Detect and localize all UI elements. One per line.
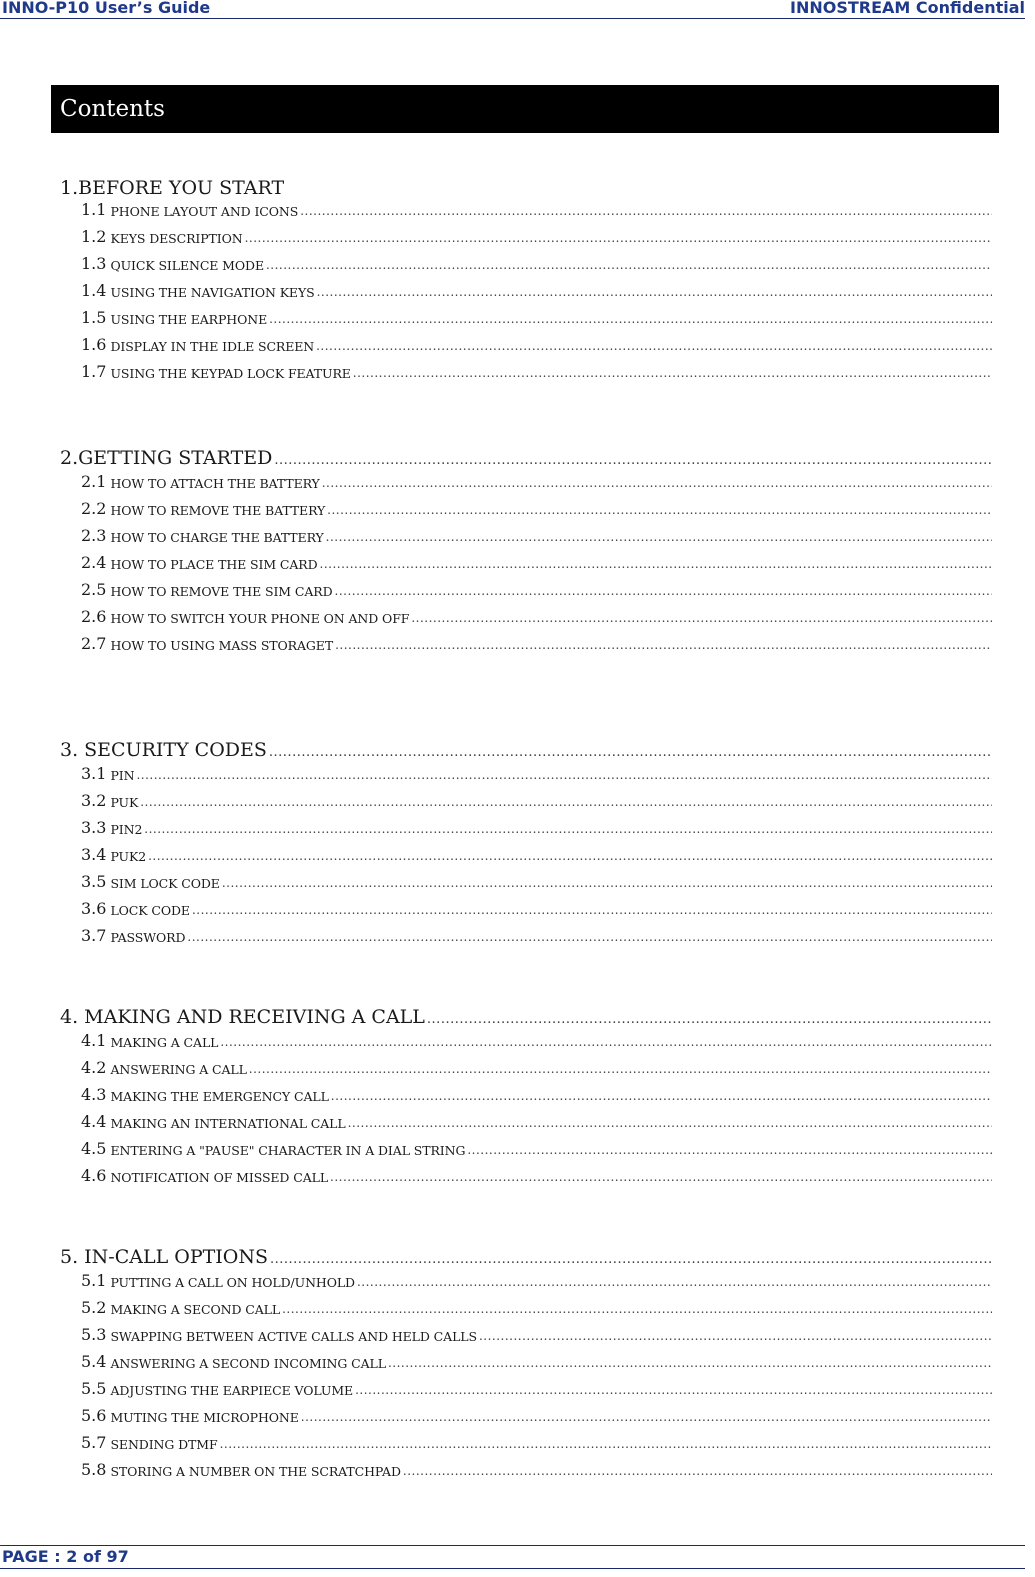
page-header: [0, 0, 1025, 19]
toc-section[interactable]: [60, 443, 992, 469]
toc-section[interactable]: [60, 1242, 992, 1268]
toc-section-title: 2.GETTING STARTED: [60, 447, 273, 469]
toc-entry-number: 5.2: [81, 1298, 107, 1317]
dot-leader: [220, 1437, 992, 1452]
toc-section[interactable]: [60, 1002, 992, 1028]
toc-entry-number: 2.6: [81, 607, 107, 626]
dot-leader: [331, 1089, 992, 1104]
dot-leader: [245, 231, 992, 246]
header-confidential: INNOSTREAM Confidential: [790, 0, 1025, 17]
toc-entry-number: 5.8: [81, 1460, 107, 1479]
dot-leader: [144, 822, 992, 837]
dot-leader: [320, 557, 992, 572]
toc-entry[interactable]: [81, 251, 992, 273]
toc-entry-label: PUK2: [110, 849, 147, 864]
toc-entry-label: PIN2: [110, 822, 143, 837]
toc-entry-number: 2.7: [81, 634, 107, 653]
toc-entry-label: USING THE KEYPAD LOCK FEATURE: [110, 366, 351, 381]
toc-entry[interactable]: [81, 1403, 992, 1425]
page-footer: [0, 1545, 1025, 1569]
contents-title: Contents: [60, 96, 165, 122]
toc-entry-number: 1.3: [81, 254, 107, 273]
contents-banner: [51, 85, 999, 133]
toc-entry[interactable]: [81, 496, 992, 518]
toc-entry-number: 5.5: [81, 1379, 107, 1398]
toc-entry-number: 1.2: [81, 227, 107, 246]
toc-entry[interactable]: [81, 278, 992, 300]
toc-entry-number: 1.4: [81, 281, 107, 300]
toc-entry-number: 3.6: [81, 899, 107, 918]
toc-entry-label: HOW TO REMOVE THE BATTERY: [110, 503, 326, 518]
dot-leader: [353, 366, 992, 381]
toc-entry[interactable]: [81, 224, 992, 246]
dot-leader: [282, 1302, 992, 1317]
toc-entry-number: 1.6: [81, 335, 107, 354]
toc-entry-number: 5.7: [81, 1433, 107, 1452]
toc-entry-number: 1.1: [81, 200, 107, 219]
toc-entry-number: 4.1: [81, 1031, 107, 1050]
dot-leader: [327, 503, 992, 518]
toc-entry-number: 3.1: [81, 764, 107, 783]
toc-entry[interactable]: [81, 197, 992, 219]
toc-section[interactable]: [60, 173, 992, 199]
toc-entry[interactable]: [81, 815, 992, 837]
toc-entry-number: 2.3: [81, 526, 107, 545]
toc-entry-label: STORING A NUMBER ON THE SCRATCHPAD: [110, 1464, 401, 1479]
toc-entry-number: 5.3: [81, 1325, 107, 1344]
toc-entry[interactable]: [81, 1082, 992, 1104]
dot-leader: [220, 1035, 992, 1050]
toc-entry-number: 4.6: [81, 1166, 107, 1185]
dot-leader: [335, 638, 992, 653]
toc-entry[interactable]: [81, 359, 992, 381]
dot-leader: [317, 285, 992, 300]
toc-entry[interactable]: [81, 1376, 992, 1398]
toc-entry-label: HOW TO REMOVE THE SIM CARD: [110, 584, 333, 599]
toc-entry-label: USING THE NAVIGATION KEYS: [110, 285, 315, 300]
toc-entry-number: 4.3: [81, 1085, 107, 1104]
toc-entry-number: 3.2: [81, 791, 107, 810]
toc-entry[interactable]: [81, 604, 992, 626]
dot-leader: [388, 1356, 992, 1371]
toc-entry[interactable]: [81, 869, 992, 891]
toc-entry-number: 2.5: [81, 580, 107, 599]
dot-leader: [266, 258, 992, 273]
toc-entry[interactable]: [81, 469, 992, 491]
toc-entry-number: 4.4: [81, 1112, 107, 1131]
dot-leader: [192, 903, 992, 918]
toc-section-title: 1.BEFORE YOU START: [60, 177, 285, 199]
toc-entry[interactable]: [81, 761, 992, 783]
toc-entry-number: 4.5: [81, 1139, 107, 1158]
toc-entry[interactable]: [81, 842, 992, 864]
toc-entry-label: MAKING A CALL: [110, 1035, 219, 1050]
dot-leader: [148, 849, 992, 864]
toc-entry[interactable]: [81, 923, 992, 945]
toc-entry-number: 2.4: [81, 553, 107, 572]
toc-entry[interactable]: [81, 896, 992, 918]
toc-entry[interactable]: [81, 1295, 992, 1317]
dot-leader: [355, 1383, 992, 1398]
header-doc-title: INNO-P10 User’s Guide: [2, 0, 211, 17]
toc-entry[interactable]: [81, 1322, 992, 1344]
toc-entry-label: PUK: [110, 795, 139, 810]
dot-leader: [269, 312, 992, 327]
toc-entry-label: ENTERING A "PAUSE" CHARACTER IN A DIAL STRING: [110, 1143, 466, 1158]
toc-entry-label: USING THE EARPHONE: [110, 312, 268, 327]
toc-entry-label: MAKING THE EMERGENCY CALL: [110, 1089, 329, 1104]
toc-entry-label: SENDING DTMF: [110, 1437, 218, 1452]
dot-leader: [300, 204, 992, 219]
toc-entry-label: HOW TO USING MASS STORAGET: [110, 638, 334, 653]
toc-entry-label: QUICK SILENCE MODE: [110, 258, 264, 273]
toc-entry[interactable]: [81, 1028, 992, 1050]
toc-entry-label: KEYS DESCRIPTION: [110, 231, 243, 246]
toc-entry-label: PIN: [110, 768, 135, 783]
toc-entry-number: 2.1: [81, 472, 107, 491]
toc-entry-number: 5.4: [81, 1352, 107, 1371]
toc-entry-number: 5.6: [81, 1406, 107, 1425]
toc-entry-number: 3.5: [81, 872, 107, 891]
toc-entry-number: 2.2: [81, 499, 107, 518]
dot-leader: [403, 1464, 992, 1479]
toc-entry-label: SWAPPING BETWEEN ACTIVE CALLS AND HELD CALLS: [110, 1329, 477, 1344]
dot-leader: [274, 453, 992, 469]
dot-leader: [222, 876, 992, 891]
toc-entry-label: ANSWERING A CALL: [110, 1062, 247, 1077]
toc-entry[interactable]: [81, 1163, 992, 1185]
toc-entry[interactable]: [81, 577, 992, 599]
toc-entry[interactable]: [81, 1349, 992, 1371]
page-number: PAGE : 2 of 97: [2, 1547, 129, 1566]
toc-entry-label: ADJUSTING THE EARPIECE VOLUME: [110, 1383, 354, 1398]
dot-leader: [479, 1329, 992, 1344]
toc-entry-number: 4.2: [81, 1058, 107, 1077]
toc-entry-label: PHONE LAYOUT AND ICONS: [110, 204, 299, 219]
toc-section[interactable]: [60, 735, 992, 761]
dot-leader: [136, 768, 992, 783]
dot-leader: [322, 476, 992, 491]
toc-entry-label: HOW TO ATTACH THE BATTERY: [110, 476, 320, 491]
toc-entry-label: LOCK CODE: [110, 903, 190, 918]
dot-leader: [187, 930, 992, 945]
dot-leader: [411, 611, 992, 626]
toc-entry-label: PUTTING A CALL ON HOLD/UNHOLD: [110, 1275, 355, 1290]
toc-entry[interactable]: [81, 1136, 992, 1158]
toc-entry-label: HOW TO PLACE THE SIM CARD: [110, 557, 318, 572]
toc-entry-label: MAKING AN INTERNATIONAL CALL: [110, 1116, 346, 1131]
toc-entry-number: 3.3: [81, 818, 107, 837]
toc-entry[interactable]: [81, 1457, 992, 1479]
toc-entry[interactable]: [81, 1055, 992, 1077]
dot-leader: [335, 584, 992, 599]
toc-entry-label: HOW TO SWITCH YOUR PHONE ON AND OFF: [110, 611, 410, 626]
toc-entry-number: 1.5: [81, 308, 107, 327]
toc-entry-label: DISPLAY IN THE IDLE SCREEN: [110, 339, 315, 354]
toc-entry-label: NOTIFICATION OF MISSED CALL: [110, 1170, 329, 1185]
dot-leader: [467, 1143, 992, 1158]
dot-leader: [316, 339, 992, 354]
toc-entry[interactable]: [81, 1268, 992, 1290]
toc-section-title: 4. MAKING AND RECEIVING A CALL: [60, 1006, 425, 1028]
toc-entry-label: HOW TO CHARGE THE BATTERY: [110, 530, 324, 545]
toc-entry[interactable]: [81, 523, 992, 545]
toc-entry-number: 1.7: [81, 362, 107, 381]
toc-section-title: 3. SECURITY CODES: [60, 739, 267, 761]
toc-entry[interactable]: [81, 1109, 992, 1131]
toc-entry-number: 5.1: [81, 1271, 107, 1290]
toc-entry-label: MUTING THE MICROPHONE: [110, 1410, 299, 1425]
toc-entry-number: 3.4: [81, 845, 107, 864]
dot-leader: [357, 1275, 992, 1290]
dot-leader: [269, 745, 992, 761]
dot-leader: [249, 1062, 992, 1077]
dot-leader: [427, 1012, 992, 1028]
dot-leader: [326, 530, 992, 545]
toc-section-title: 5. IN-CALL OPTIONS: [60, 1246, 269, 1268]
dot-leader: [348, 1116, 992, 1131]
dot-leader: [301, 1410, 992, 1425]
toc-entry[interactable]: [81, 332, 992, 354]
toc-entry-number: 3.7: [81, 926, 107, 945]
toc-entry[interactable]: [81, 631, 992, 653]
toc-entry-label: PASSWORD: [110, 930, 186, 945]
toc-entry-label: ANSWERING A SECOND INCOMING CALL: [110, 1356, 386, 1371]
dot-leader: [270, 1252, 992, 1268]
dot-leader: [330, 1170, 992, 1185]
dot-leader: [140, 795, 992, 810]
toc-entry[interactable]: [81, 550, 992, 572]
toc-entry[interactable]: [81, 788, 992, 810]
toc-entry-label: SIM LOCK CODE: [110, 876, 220, 891]
toc-entry-label: MAKING A SECOND CALL: [110, 1302, 281, 1317]
toc-entry[interactable]: [81, 1430, 992, 1452]
toc-entry[interactable]: [81, 305, 992, 327]
